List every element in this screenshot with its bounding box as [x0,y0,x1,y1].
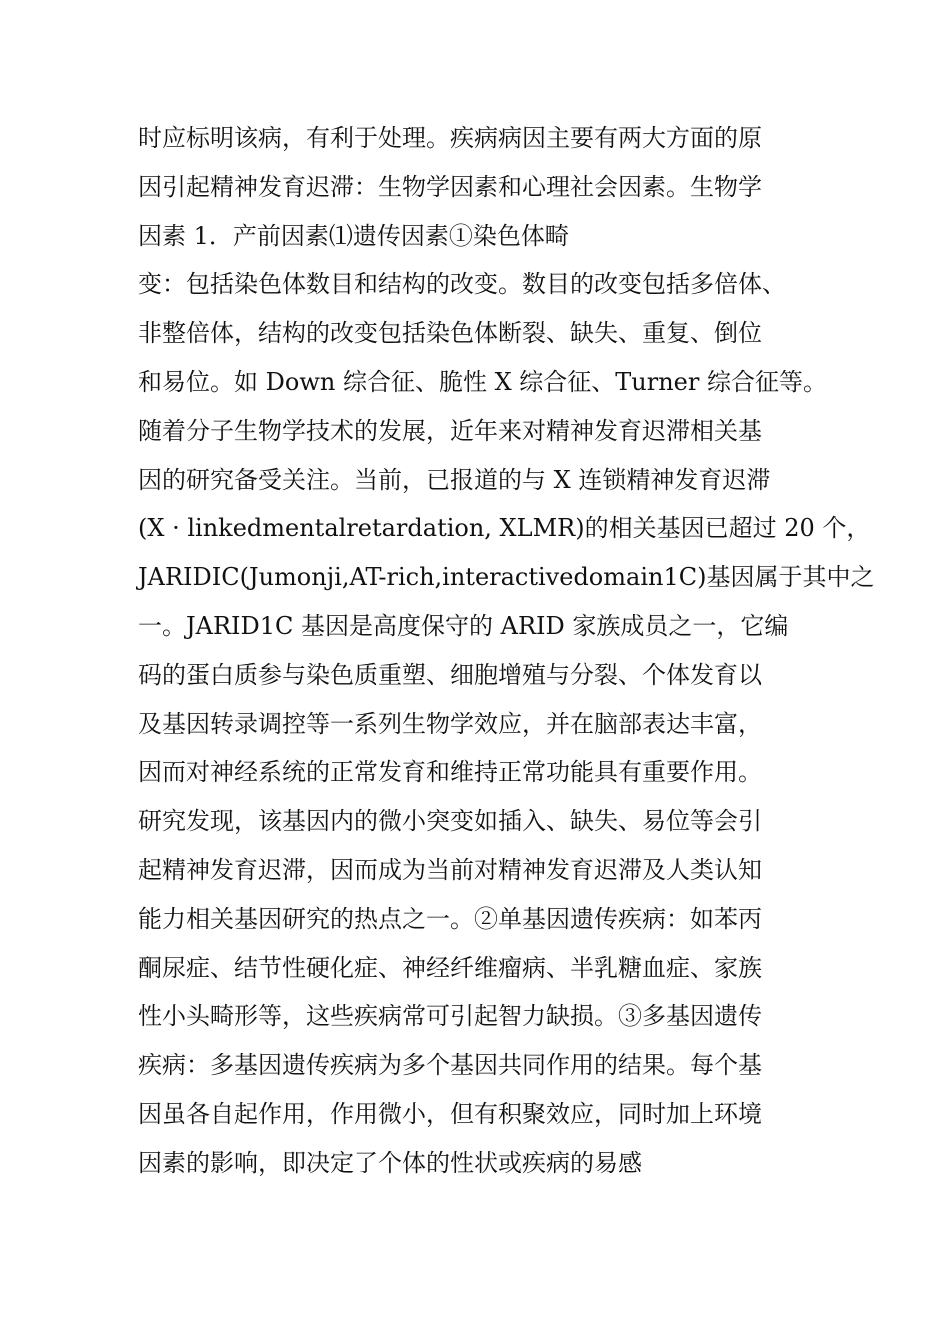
text-line-3: 因素 1．产前因素⑴遗传因素①染色体畸 [138,221,569,250]
text-line-14: 因而对神经系统的正常发育和维持正常功能具有重要作用。 [138,758,762,787]
text-line-18: 酮尿症、结节性硬化症、神经纤维瘤病、半乳糖血症、家族 [138,953,762,982]
text-line-2: 因引起精神发育迟滞：生物学因素和心理社会因素。生物学 [138,172,762,201]
text-line-11: 一。JARID1C 基因是高度保守的 ARID 家族成员之一，它编 [138,611,789,640]
text-line-16: 起精神发育迟滞，因而成为当前对精神发育迟滞及人类认知 [138,855,762,884]
text-line-15: 研究发现，该基因内的微小突变如插入、缺失、易位等会引 [138,807,762,836]
text-line-9: (X · linkedmentalretardation, XLMR)的相关基因已超过 20 个， [138,514,871,543]
text-line-19: 性小头畸形等，这些疾病常可引起智力缺损。③多基因遗传 [138,1002,762,1031]
text-line-6: 和易位。如 Down 综合征、脆性 X 综合征、Turner 综合征等。 [138,367,827,396]
text-line-10: JARIDIC(Jumonji,AT-rich,interactivedomain1C)基因属于其中之 [138,563,875,592]
body-text [138,114,875,1188]
text-line-20: 疾病：多基因遗传疾病为多个基因共同作用的结果。每个基 [138,1051,762,1080]
text-line-13: 及基因转录调控等一系列生物学效应，并在脑部表达丰富， [138,709,762,738]
text-line-7: 随着分子生物学技术的发展，近年来对精神发育迟滞相关基 [138,416,762,445]
text-line-21: 因虽各自起作用，作用微小，但有积聚效应，同时加上环境 [138,1099,762,1128]
text-line-22: 因素的影响，即决定了个体的性状或疾病的易感 [138,1148,642,1177]
text-line-1: 时应标明该病，有利于处理。疾病病因主要有两大方面的原 [138,124,762,152]
text-line-8: 因的研究备受关注。当前，已报道的与 X 连锁精神发育迟滞 [138,465,771,494]
text-line-5: 非整倍体，结构的改变包括染色体断裂、缺失、重复、倒位 [138,319,762,348]
text-line-17: 能力相关基因研究的热点之一。②单基因遗传疾病：如苯丙 [138,904,762,933]
text-line-4: 变：包括染色体数目和结构的改变。数目的改变包括多倍体、 [138,270,786,299]
text-line-12: 码的蛋白质参与染色质重塑、细胞增殖与分裂、个体发育以 [138,660,762,689]
